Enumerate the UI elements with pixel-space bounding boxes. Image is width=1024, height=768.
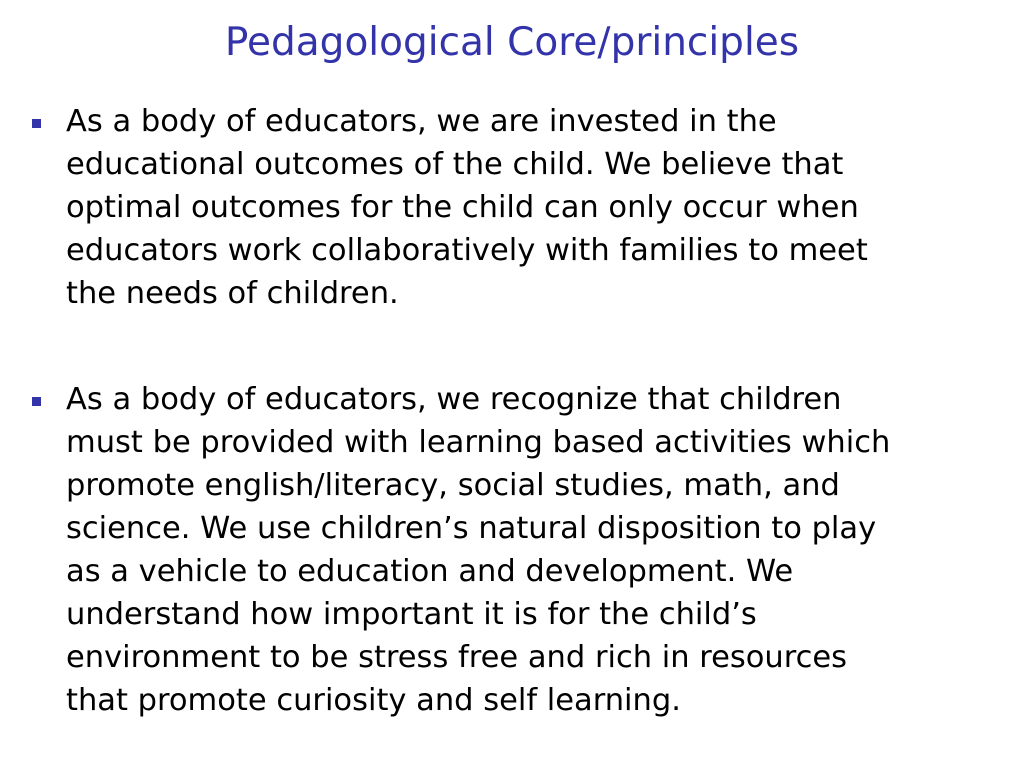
text-line: As a body of educators, we recognize that children (66, 382, 842, 417)
text-line: the needs of children. (66, 276, 399, 311)
text-line: science. We use children’s natural disposition to play (66, 511, 877, 546)
bullet-text (66, 378, 1016, 722)
text-line: understand how important it is for the child’s (66, 597, 757, 632)
text-line: As a body of educators, we are invested in the (66, 104, 777, 139)
text-line: educators work collaboratively with families to meet (66, 233, 868, 268)
text-line: as a vehicle to education and development. We (66, 554, 794, 589)
text-line: must be provided with learning based activities which (66, 425, 891, 460)
square-bullet-icon (32, 397, 41, 406)
slide-title: Pedagological Core/principles (224, 20, 800, 65)
text-line: educational outcomes of the child. We believe that (66, 147, 844, 182)
text-line: environment to be stress free and rich in resources (66, 640, 848, 675)
square-bullet-icon (32, 119, 41, 128)
text-line: promote english/literacy, social studies, math, and (66, 468, 840, 503)
text-line: that promote curiosity and self learning. (66, 683, 681, 718)
bullet-text (66, 100, 1016, 315)
text-line: optimal outcomes for the child can only occur when (66, 190, 859, 225)
